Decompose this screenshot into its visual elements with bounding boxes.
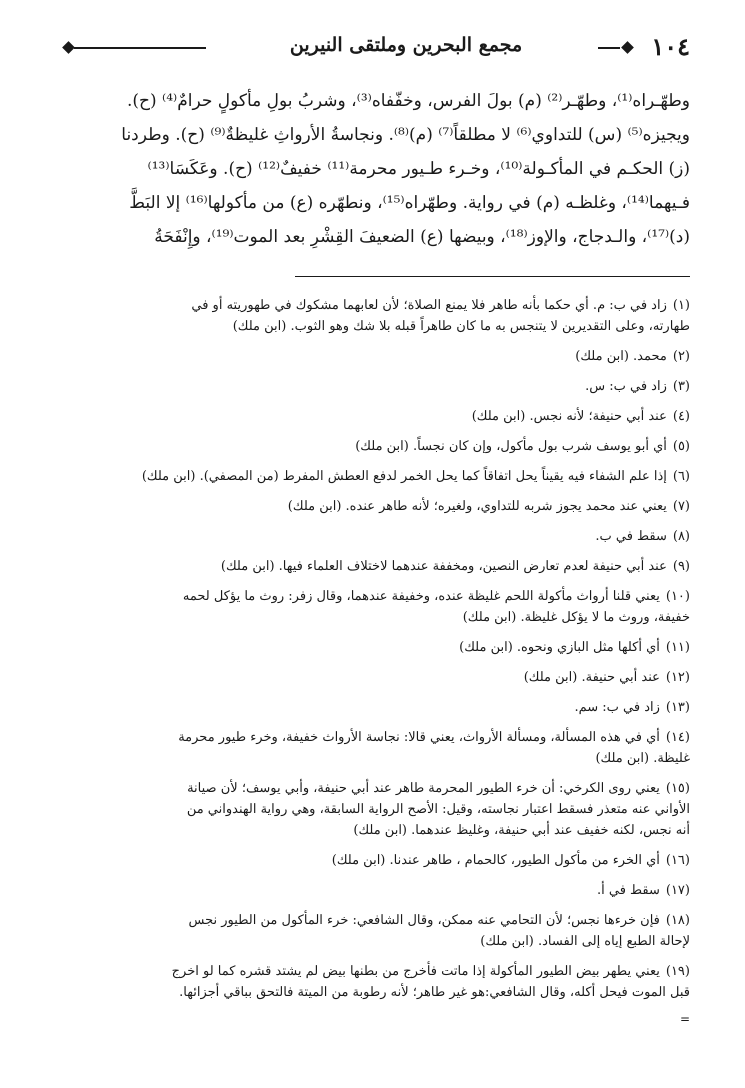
footnote-line	[62, 607, 690, 628]
footnote-number: (٦)	[672, 469, 690, 484]
footnote	[62, 376, 690, 397]
footnote-text: يعني عند محمد يجوز شربه للتداوي، ولغيره؛ لأنه طاهر عنده. (ابن ملك)	[287, 499, 667, 514]
footnote-line	[62, 667, 690, 688]
footnote-text: الأواني عنه متعذر فسقط اعتبار نجاسته، وقيل: الأصح الرواية السابقة، وهي رواية الهندواني من	[186, 802, 690, 817]
footnote-text: إذا علم الشفاء فيه يقيناً يحل اتفاقاً كما يحل الخمر لدفع العطش المفرط (من المصفي). (ابن ملك)	[141, 469, 667, 484]
footnote-text: زاد في ب: سم.	[574, 700, 660, 715]
footnote-text: أي في هذه المسألة، ومسألة الأرواث، يعني قالا: نجاسة الأرواث خفيفة، وخرء طيور محرمة	[178, 730, 660, 745]
main-text	[62, 84, 690, 254]
footnote-line	[62, 316, 690, 337]
footnote-number: (٢)	[672, 349, 690, 364]
footnote	[62, 496, 690, 517]
footnote-line	[62, 931, 690, 952]
footnote-text: سقط في ب.	[595, 529, 667, 544]
footnote-text: قبل الموت فيحل أكله، وقال الشافعي:هو غير طاهر؛ لأنه رطوبة من الميتة فالتحق بباقي أجزائها.	[179, 985, 690, 1000]
header-rule-left	[74, 47, 206, 49]
footnote-text: خفيفة، وروث ما لا يؤكل غليظة. (ابن ملك)	[462, 610, 690, 625]
footnote-line	[62, 295, 690, 316]
footnote-line	[62, 346, 690, 367]
footnote-number: (١٦)	[665, 853, 690, 868]
header-rule-right	[598, 47, 620, 49]
footnote-text: أنه نجس، لكنه خفيف عند أبي حنيفة، وغليظ عندهما. (ابن ملك)	[353, 823, 690, 838]
footnote-line	[62, 637, 690, 658]
footnote-line	[62, 436, 690, 457]
main-text-line: فـيهما⁽¹⁴⁾، وغلظـه (م) في رواية. وطهّراه⁽¹⁵⁾، ونطهّره (ع) من مأكولها⁽¹⁶⁾ إلا البَطَّ	[129, 193, 690, 213]
footnote-line	[62, 526, 690, 547]
footnote-number: (١٢)	[665, 670, 690, 685]
footnote-line	[62, 466, 690, 487]
footnote-line	[62, 556, 690, 577]
footnote-line	[62, 376, 690, 397]
footnote	[62, 436, 690, 457]
page-header	[62, 28, 690, 68]
footnote-number: (٣)	[672, 379, 690, 394]
footnote	[62, 910, 690, 952]
footnote	[62, 637, 690, 658]
footnote	[62, 526, 690, 547]
footnote-number: (١٧)	[665, 883, 690, 898]
main-text-line: وطهّـراه⁽¹⁾، وطهّـر⁽²⁾ (م) بولَ الفرس، وخفّفاه⁽³⁾، وشربُ بولِ مأكولٍ حرامٌ⁽⁴⁾ (ح).	[126, 91, 690, 111]
footnote-text: غليظة. (ابن ملك)	[595, 751, 690, 766]
footnote	[62, 880, 690, 901]
footnote-number: (١٠)	[665, 589, 690, 604]
footnote-number: (١٣)	[665, 700, 690, 715]
footnote-text: عند أبي حنيفة لعدم تعارض النصين، ومخففة عندهما لاختلاف العلماء فيها. (ابن ملك)	[220, 559, 667, 574]
main-text-line: ويجيزه⁽⁵⁾ (س) للتداوي⁽⁶⁾ لا مطلقاً⁽⁷⁾ (م)⁽⁸⁾. ونجاسةُ الأرواثِ غليظةٌ⁽⁹⁾ (ح). وطردنا	[121, 125, 690, 145]
footnote-line	[62, 799, 690, 820]
footnote-number: (١٤)	[665, 730, 690, 745]
footnote	[62, 778, 690, 841]
footnote	[62, 850, 690, 871]
footnote-line	[62, 727, 690, 748]
footnotes	[62, 295, 690, 1003]
footnote	[62, 667, 690, 688]
footnote-number: (١١)	[665, 640, 690, 655]
footnote-line	[62, 880, 690, 901]
diamond-left-icon	[62, 41, 75, 54]
page	[62, 28, 690, 1026]
footnote-number: (٩)	[672, 559, 690, 574]
footnote	[62, 406, 690, 427]
footnote-text: يعني روى الكرخي: أن خرء الطيور المحرمة طاهر عند أبي حنيفة، وأبي يوسف؛ لأن صيانة	[187, 781, 660, 796]
footnote	[62, 961, 690, 1003]
footnote-number: (٨)	[672, 529, 690, 544]
footnote-text: زاد في ب: س.	[585, 379, 667, 394]
footnote-text: فإن خرءها نجس؛ لأن التحامي عنه ممكن، وقال الشافعي: خرء المأكول من الطيور نجس	[188, 913, 660, 928]
footnote-line	[62, 820, 690, 841]
footnote-text: أي أبو يوسف شرب بول مأكول، وإن كان نجساً. (ابن ملك)	[355, 439, 667, 454]
footnote-line	[62, 910, 690, 931]
footnote	[62, 346, 690, 367]
footnote-line	[62, 586, 690, 607]
footnote-number: (٥)	[672, 439, 690, 454]
footnote-number: (١٩)	[665, 964, 690, 979]
footnote-line	[62, 496, 690, 517]
footnote-text: زاد في ب: م. أي حكما بأنه طاهر فلا يمنع الصلاة؛ لأن لعابهما مشكوك في طهوريته أو في	[191, 298, 667, 313]
footnote-line	[62, 697, 690, 718]
footnote-line	[62, 850, 690, 871]
footnote-text: يعني قلنا أرواث مأكولة اللحم غليظة عنده، وخفيفة عندهما، وقال زفر: روث ما يؤكل لحمه	[182, 589, 660, 604]
footnote-text: أي أكلها مثل البازي ونحوه. (ابن ملك)	[459, 640, 660, 655]
main-text-line: (د)⁽¹⁷⁾، والـدجاج، والإوز⁽¹⁸⁾، وبيضها (ع) الضعيفَ القِشْرِ بعد الموت⁽¹⁹⁾، وإِنْفَحَةُ	[154, 227, 690, 247]
footnote-text: يعني يطهر بيض الطيور المأكولة إذا ماتت فأخرج من بطنها بيض لم يشتد قشره كما لو اخرج	[171, 964, 660, 979]
footnote-number: (١)	[672, 298, 690, 313]
end-mark: =	[679, 1012, 690, 1026]
footnote-divider	[295, 276, 690, 277]
footnote-line	[62, 748, 690, 769]
footnote-line	[62, 982, 690, 1003]
footnote-number: (١٨)	[665, 913, 690, 928]
book-title: مجمع البحرين وملتقى النيرين	[289, 34, 523, 56]
footnote-number: (٧)	[672, 499, 690, 514]
footnote-number: (٤)	[672, 409, 690, 424]
footnote-text: عند أبي حنيفة. (ابن ملك)	[523, 670, 660, 685]
footnote	[62, 697, 690, 718]
page-number: ١٠٤	[651, 32, 690, 61]
footnote-number: (١٥)	[665, 781, 690, 796]
footnote-text: عند أبي حنيفة؛ لأنه نجس. (ابن ملك)	[471, 409, 667, 424]
diamond-right-icon	[621, 41, 634, 54]
footnote	[62, 556, 690, 577]
footnote-line	[62, 406, 690, 427]
footnote-line	[62, 778, 690, 799]
main-text-line: (ز) الحكـم في المأكـولة⁽¹⁰⁾، وخـرء طـيور محرمة⁽¹¹⁾ خفيفٌ⁽¹²⁾ (ح). وعَكَسَا⁽¹³⁾	[147, 159, 690, 179]
footnote	[62, 727, 690, 769]
footnote-text: أي الخرء من مأكول الطيور، كالحمام ، طاهر عندنا. (ابن ملك)	[331, 853, 660, 868]
footnote-line	[62, 961, 690, 982]
footnote	[62, 466, 690, 487]
footnote-text: سقط في أ.	[597, 883, 660, 898]
footnote-text: محمد. (ابن ملك)	[575, 349, 667, 364]
footnote	[62, 586, 690, 628]
footnote-text: لإحالة الطبع إياه إلى الفساد. (ابن ملك)	[480, 934, 690, 949]
footnote-text: طهارته، وعلى التقديرين لا يتنجس به ما كان طاهراً قبله بلا شك وهو الثوب. (ابن ملك)	[232, 319, 690, 334]
footnote	[62, 295, 690, 337]
